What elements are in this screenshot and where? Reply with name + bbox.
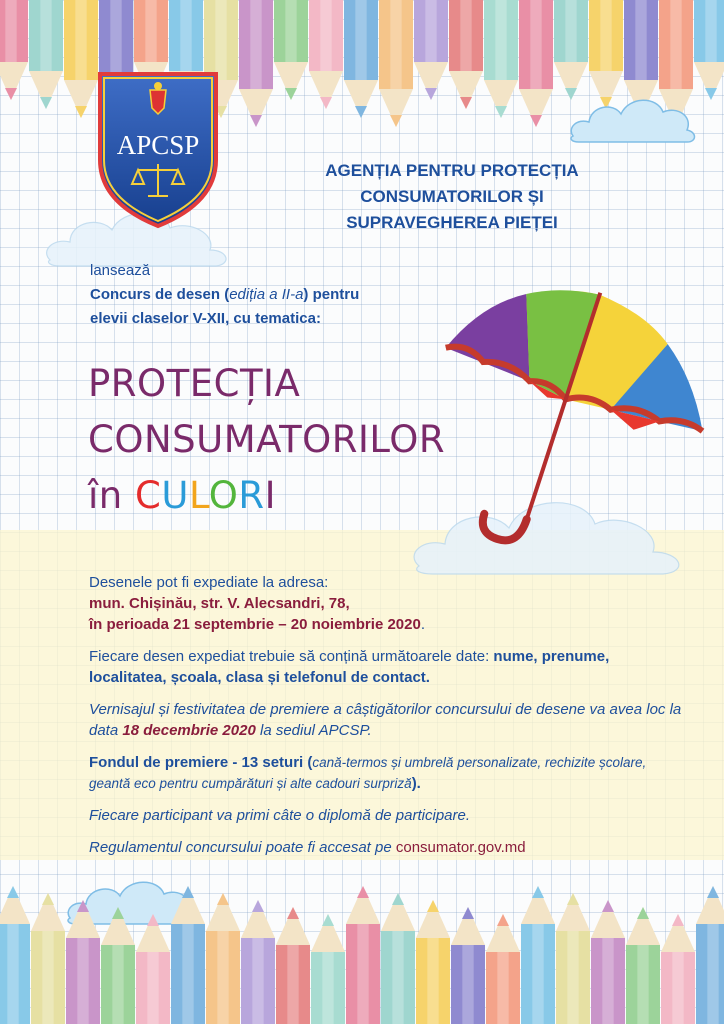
launch-word: lansează (90, 262, 151, 279)
pencil-icon (416, 900, 450, 1024)
agency-line: CONSUMATORILOR ȘI (360, 187, 544, 206)
pencil-icon (554, 0, 588, 100)
apcsp-logo (90, 68, 226, 230)
requirements-block (89, 646, 689, 688)
pencil-icon (276, 907, 310, 1024)
pencil-icon (451, 907, 485, 1024)
prizes-close: ). (411, 775, 421, 792)
pencils-bottom-border (0, 878, 724, 1024)
ceremony-date: 18 decembrie 2020 (122, 722, 256, 739)
pencil-icon (449, 0, 483, 109)
culori-letter: R (238, 474, 265, 517)
contest-line (90, 283, 359, 307)
prizes-block (89, 752, 689, 794)
pencil-icon (29, 0, 63, 109)
pencil-icon (66, 900, 100, 1024)
prizes-details: cană-termos și umbrelă personalizate, rechizite școlare, geantă eco pentru cumpărături și alte cadouri surpriză (89, 755, 647, 791)
culori-letter: O (208, 474, 239, 517)
address-street: mun. Chișinău, str. V. Alecsandri, 78, (89, 595, 350, 612)
pencil-icon (346, 886, 380, 1024)
pencil-icon (171, 886, 205, 1024)
pencil-icon (136, 914, 170, 1024)
requirements-text: Fiecare desen expediat trebuie să conțină următoarele date: (89, 648, 494, 665)
agency-name (262, 158, 642, 236)
pencil-icon (694, 0, 724, 100)
contest-text: Concurs de desen ( (90, 286, 230, 303)
submission-period: în perioada 21 septembrie – 20 noiembrie 2020 (89, 616, 421, 633)
agency-line: SUPRAVEGHEREA PIEȚEI (346, 213, 558, 232)
audience-line: elevii claselor V-XII, cu tematica: (90, 310, 321, 327)
requirements-fields: nume, prenume, localitatea, școala, clasa și telefonul de contact. (89, 648, 610, 686)
pencil-icon (414, 0, 448, 100)
regulations-text: Regulamentul concursului poate fi accesat pe (89, 839, 396, 856)
pencil-icon (274, 0, 308, 100)
pencil-icon (696, 886, 724, 1024)
pencil-icon (31, 893, 65, 1024)
pencil-icon (381, 893, 415, 1024)
pencil-icon (661, 914, 695, 1024)
pencil-icon (486, 914, 520, 1024)
campaign-title (88, 356, 445, 524)
period-end: . (420, 616, 425, 633)
pencil-icon (379, 0, 413, 127)
culori-letter: L (188, 474, 209, 517)
pencil-icon (0, 886, 30, 1024)
ceremony-block (89, 699, 689, 741)
umbrella-icon (420, 276, 724, 566)
pencil-icon (309, 0, 343, 109)
pencil-icon (626, 907, 660, 1024)
pencil-icon (344, 0, 378, 118)
pencil-icon (0, 0, 28, 100)
logo-text: APCSP (116, 130, 200, 160)
address-intro: Desenele pot fi expediate la adresa: (89, 574, 329, 591)
regulations-block (89, 837, 689, 858)
regulations-link[interactable]: consumator.gov.md (395, 839, 526, 856)
pencil-icon (241, 900, 275, 1024)
diploma-block: Fiecare participant va primi câte o diplomă de participare. (89, 807, 471, 824)
prizes-label: Fondul de premiere - 13 seturi (89, 754, 304, 771)
edition-text: ediția a II-a (229, 286, 304, 303)
pencil-icon (311, 914, 345, 1024)
culori-letter: I (264, 474, 276, 517)
pencil-icon (206, 893, 240, 1024)
pencil-icon (521, 886, 555, 1024)
contest-details (89, 572, 689, 869)
culori-letter: U (161, 474, 189, 517)
ceremony-location: la sediul APCSP. (255, 722, 372, 739)
title-line-2: CONSUMATORILOR (88, 418, 446, 461)
culori-letter: C (135, 474, 162, 517)
pencil-icon (239, 0, 273, 127)
title-line-3 (88, 468, 445, 524)
address-block (89, 572, 689, 635)
pencil-icon (519, 0, 553, 127)
intro-text (90, 259, 359, 331)
pencil-icon (591, 900, 625, 1024)
contest-text-end: ) pentru (303, 286, 360, 303)
title-line-1: PROTECȚIA (88, 362, 301, 405)
ceremony-text: Vernisajul și festivitatea de premiere a câștigătorilor concursului de desene va avea loc la data (89, 701, 682, 739)
pencil-icon (556, 893, 590, 1024)
title-prefix: în (88, 474, 135, 517)
pencil-icon (484, 0, 518, 118)
prizes-open: ( (303, 754, 313, 771)
agency-line: AGENȚIA PENTRU PROTECȚIA (325, 161, 579, 180)
cloud-icon (565, 88, 700, 146)
pencil-icon (101, 907, 135, 1024)
